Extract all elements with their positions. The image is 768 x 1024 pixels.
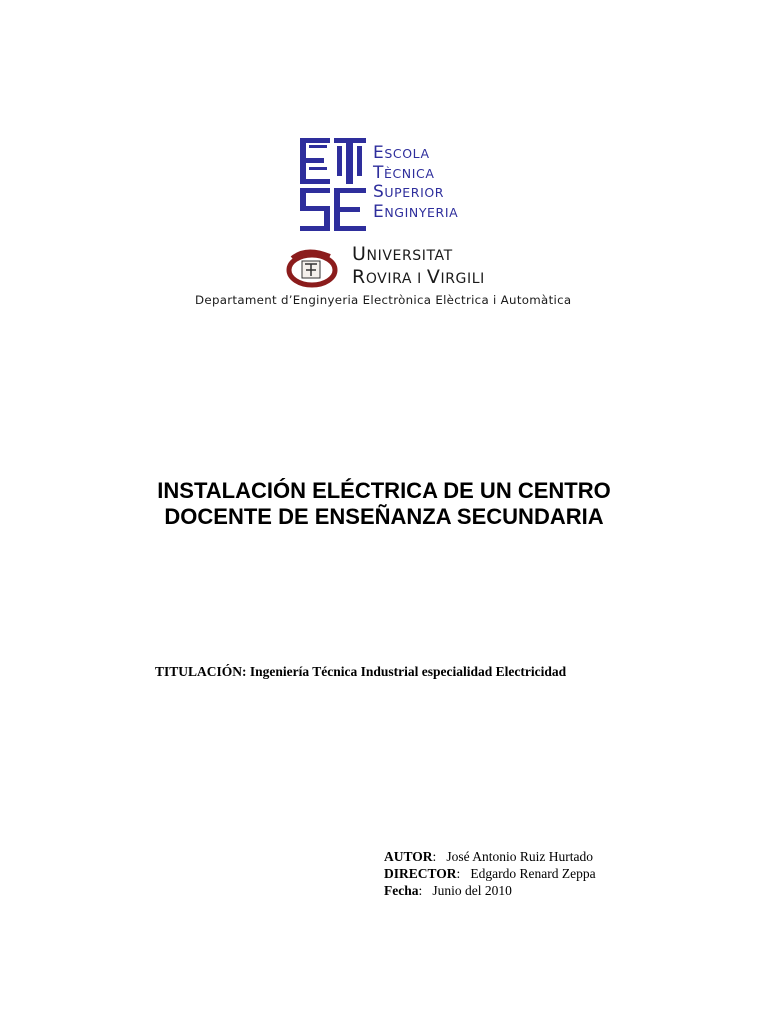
urv-wordmark [352,244,485,290]
titulacion-value: Ingeniería Técnica Industrial especialidad Electricidad [249,664,567,679]
urv-line-1: UNIVERSITAT [352,243,453,265]
etse-line-2: TÈCNICA [373,162,435,183]
etse-monogram-icon [297,136,367,234]
fecha-value: Junio del 2010 [432,883,512,898]
autor-value: José Antonio Ruiz Hurtado [446,849,594,864]
etse-wordmark [373,144,458,222]
title-line-2: DOCENTE DE ENSEÑANZA SECUNDARIA [164,504,604,529]
urv-line-2: ROVIRA I VIRGILI [352,266,485,288]
titulacion-line [155,664,566,680]
director-value: Edgardo Renard Zeppa [470,866,596,881]
autor-row: AUTOR: José Antonio Ruiz Hurtado [384,849,594,864]
document-title [0,478,768,530]
etse-line-1: ESCOLA [373,143,430,163]
etse-line-4: ENGINYERIA [373,201,459,222]
fecha-row: Fecha: Junio del 2010 [384,883,512,898]
fecha-label: Fecha [384,883,419,898]
etse-line-3: SUPERIOR [373,182,445,202]
title-line-1: INSTALACIÓN ELÉCTRICA DE UN CENTRO [157,478,611,503]
department-name: Departament d’Enginyeria Electrònica Elèctrica i Automàtica [195,293,572,307]
director-row: DIRECTOR: Edgardo Renard Zeppa [384,866,596,881]
director-label: DIRECTOR [384,866,457,881]
credits-block [384,848,596,899]
urv-emblem-icon [286,248,338,288]
titulacion-label: TITULACIÓN: [155,664,247,679]
autor-label: AUTOR [384,849,433,864]
